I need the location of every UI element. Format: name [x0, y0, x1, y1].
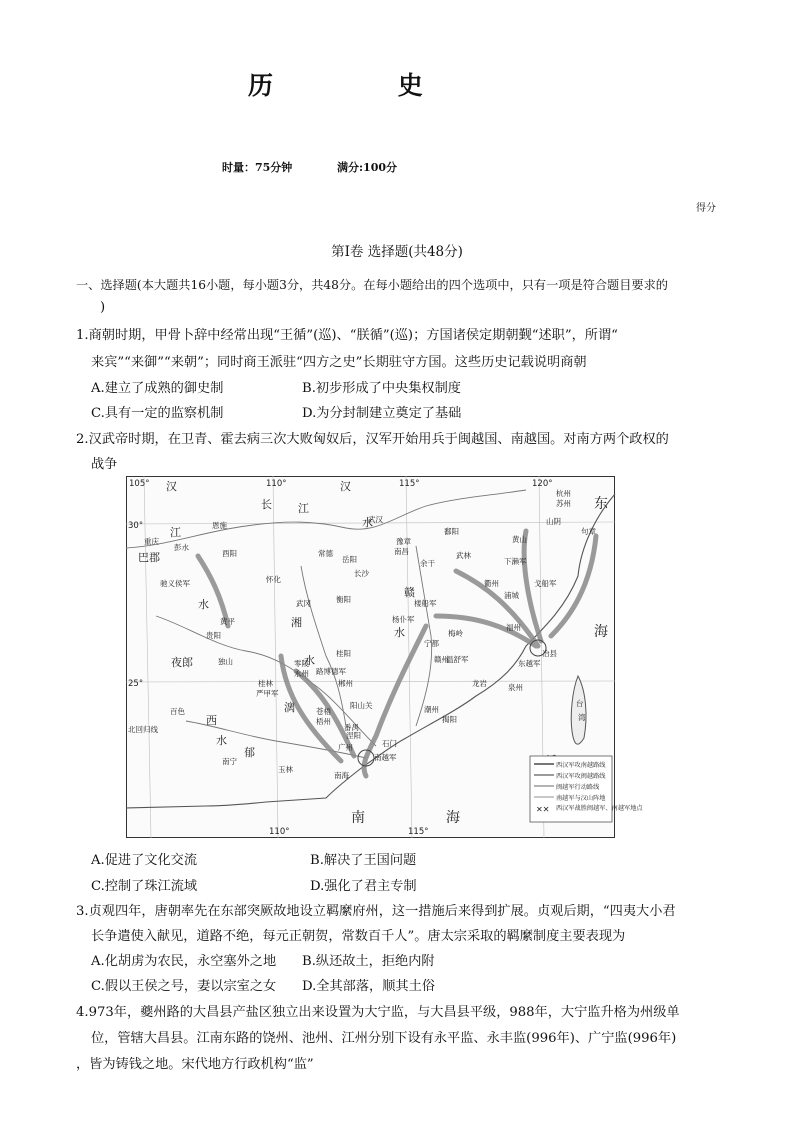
map-label: 驰义侯军	[160, 579, 190, 588]
full-score: 满分:100分	[337, 161, 398, 174]
map-label: 句章	[581, 527, 596, 536]
q3-option-d[interactable]: D.全其部落，顺其土俗	[302, 979, 435, 994]
map-label: 漓	[284, 701, 295, 714]
exam-time: 时量：75分钟	[222, 161, 293, 174]
map-label: 余干	[420, 559, 435, 568]
map-label: 福州	[506, 623, 521, 632]
part-title: 第Ⅰ卷 选择题(共48分)	[331, 244, 463, 260]
map-label: 泉州	[508, 683, 523, 692]
map-label: 赣	[404, 586, 415, 599]
han-campaign-map	[126, 476, 643, 838]
map-label: 宁都	[424, 639, 439, 648]
legend-item: 南越军与汉山阵地	[556, 795, 606, 802]
map-label: 重庆	[144, 537, 159, 546]
map-label: 夜郎	[171, 656, 193, 669]
score-label: 得分	[696, 203, 716, 214]
map-label: 独山	[218, 657, 233, 666]
map-label: 番禺	[344, 723, 359, 732]
map-label: 南海	[334, 771, 349, 780]
map-water-hai: 海	[446, 810, 460, 826]
map-label: 怀化	[266, 575, 281, 584]
map-label: 冶县	[542, 649, 557, 658]
map-label: 衡阳	[336, 595, 351, 604]
map-label: 南越军	[374, 753, 397, 762]
map-label: 台	[576, 699, 584, 708]
map-water-hai2: 海	[594, 624, 608, 640]
map-label: 下濑军	[504, 557, 527, 566]
map-label: 长	[261, 498, 272, 511]
q1-stem-line2: 来宾”“来御”“来朝”；同时商王派驻“四方之史”长期驻守方国。这些历史记载说明商朝	[91, 355, 587, 370]
map-label: 阳山关	[350, 701, 373, 710]
map-label: 梅岭	[448, 629, 463, 638]
map-lat-30: 30°	[128, 521, 144, 531]
map-label: 恩施	[212, 521, 227, 530]
map-label: 武林	[456, 551, 471, 560]
map-lon-115: 115°	[399, 479, 420, 489]
map-water-dong: 东	[594, 496, 608, 512]
map-label: 西	[206, 714, 217, 727]
map-label: 巴郡	[138, 551, 160, 564]
q2-stem-line1: 2.汉武帝时期，在卫青、霍去病三次大败匈奴后，汉军开始用兵于闽越国、南越国。对南方两个政权的	[76, 432, 669, 447]
section-intro-line1: 一、选择题(本大题共16小题，每小题3分，共48分。在每小题给出的四个选项中，只有一项是符合题目要求的	[76, 278, 668, 292]
map-label: 湾	[578, 713, 586, 722]
map-label: 浦城	[504, 591, 519, 600]
q2-option-c[interactable]: C.控制了珠江流域	[91, 879, 198, 894]
map-label: 苍梧	[316, 707, 331, 716]
map-label: 东越军	[518, 659, 541, 668]
q2-stem-line2: 战争	[91, 457, 118, 472]
map-lon-110-bottom: 110°	[269, 827, 290, 837]
map-label: 水	[216, 734, 227, 747]
map-label: 桂阳	[336, 649, 351, 658]
map-label: 汉	[340, 480, 351, 493]
q1-option-b[interactable]: B.初步形成了中央集权制度	[302, 381, 461, 396]
map-lon-115-bottom: 115°	[408, 827, 429, 837]
map-label: 汉	[166, 480, 177, 493]
map-label: 水	[304, 654, 315, 667]
map-label: 长沙	[354, 569, 369, 578]
section-intro-line2: )	[100, 300, 106, 315]
map-water-nan: 南	[351, 810, 365, 826]
q1-stem-line1: 1.商朝时期，甲骨卜辞中经常出现“王循”(巡)、“朕循”(巡)；方国诸侯定期朝觐“述职”，所谓“	[76, 328, 618, 343]
map-label: 赣州	[434, 655, 449, 664]
map-label: 武冈	[296, 599, 311, 608]
map-label: 苏州	[556, 499, 571, 508]
map-label: 严甲军	[256, 689, 279, 698]
legend-item: 闽越军行动路线	[556, 784, 600, 791]
map-label: 涅阳	[346, 731, 361, 740]
map-label: 常德	[318, 549, 333, 558]
map-label: 武汉	[368, 515, 383, 524]
map-label: 杭州	[556, 489, 571, 498]
map-label: 山阴	[546, 517, 561, 526]
map-label: 衢州	[484, 579, 499, 588]
q2-option-b[interactable]: B.解决了王国问题	[310, 853, 417, 868]
map-label: 黄山	[512, 535, 527, 544]
map-lon-105: 105°	[129, 479, 150, 489]
q3-stem-line1: 3.贞观四年，唐朝率先在东部突厥故地设立羁縻府州，这一措施后来得到扩展。贞观后期，“四夷大小君	[76, 904, 676, 919]
map-label: 江	[170, 526, 181, 539]
map-label: 岳阳	[342, 555, 357, 564]
page-title: 历 史	[248, 71, 481, 100]
map-label: 路博德军	[316, 667, 346, 676]
map-lat-25: 25°	[128, 679, 144, 689]
map-label: 郁	[244, 746, 255, 759]
map-label: ✕✕	[536, 805, 550, 814]
map-label: 水	[198, 598, 209, 611]
legend-item: 西汉军战胜闽越军、南越军地点	[556, 805, 643, 812]
map-label: 湘	[291, 616, 302, 629]
q1-option-c[interactable]: C.具有一定的监察机制	[91, 406, 224, 421]
map-label: 桂林	[258, 679, 273, 688]
map-label: 北回归线	[128, 725, 158, 734]
map-label: 揭阳	[442, 715, 457, 724]
map-label: 黄平	[220, 617, 235, 626]
map-label: 龙岩	[472, 679, 487, 688]
map-label: 豫章	[396, 537, 411, 546]
map-label: 鄱阳	[444, 527, 459, 536]
map-label: 温舒军	[446, 655, 469, 664]
q2-option-d[interactable]: D.强化了君主专制	[310, 879, 417, 894]
map-label: 水	[362, 516, 373, 529]
map-label: 杨仆军	[392, 615, 415, 624]
map-label: 梧州	[316, 717, 331, 726]
map-label: 酉阳	[222, 549, 237, 558]
map-label: 郴州	[338, 679, 353, 688]
map-label: 南昌	[394, 547, 409, 556]
map-label: 南宁	[222, 757, 237, 766]
q3-stem-line2: 长争遣使入献见，道路不绝，每元正朝贺，常数百千人”。唐太宗采取的羁縻制度主要表现为	[91, 929, 626, 944]
map-label: 百色	[170, 707, 185, 716]
q1-option-d[interactable]: D.为分封制建立奠定了基础	[302, 406, 462, 421]
q4-stem-line3: ，皆为铸钱之地。宋代地方行政机构“监”	[76, 1057, 314, 1072]
q3-option-a[interactable]: A.化胡虏为农民，永空塞外之地	[91, 954, 277, 969]
legend-item: 西汉军攻南越路线	[556, 762, 606, 769]
q3-option-b[interactable]: B.纵还故土，拒绝内附	[302, 954, 435, 969]
map-label: 水	[394, 626, 405, 639]
map-label: 广州	[338, 743, 353, 752]
legend-item: 西汉军攻闽越路线	[556, 773, 606, 780]
map-label: 潮州	[424, 705, 439, 714]
map-label: 贵阳	[206, 631, 221, 640]
q1-option-a[interactable]: A.建立了成熟的御史制	[91, 381, 224, 396]
map-label: 石门	[382, 739, 397, 748]
map-label: 玉林	[278, 765, 293, 774]
q2-option-a[interactable]: A.促进了文化交流	[91, 853, 198, 868]
q4-stem-line2: 位，管辖大昌县。江南东路的饶州、池州、江州分别下设有永平监、永丰监(996年)、广宁监(996年)	[91, 1031, 677, 1046]
map-label: 彭水	[174, 543, 189, 552]
map-label: 永州	[294, 669, 309, 678]
q3-option-c[interactable]: C.假以王侯之号，妻以宗室之女	[91, 979, 277, 994]
map-lon-120: 120°	[532, 479, 553, 489]
q4-stem-line1: 4.973年，夔州路的大昌县产盐区独立出来设置为大宁监，与大昌县平级，988年，大宁监升格为州级单	[76, 1005, 680, 1020]
map-lon-110: 110°	[266, 479, 287, 489]
map-label: 江	[298, 502, 309, 515]
map-label: 零陵	[294, 659, 309, 668]
map-label: 楼船军	[414, 599, 437, 608]
map-label: 戈船军	[534, 579, 557, 588]
